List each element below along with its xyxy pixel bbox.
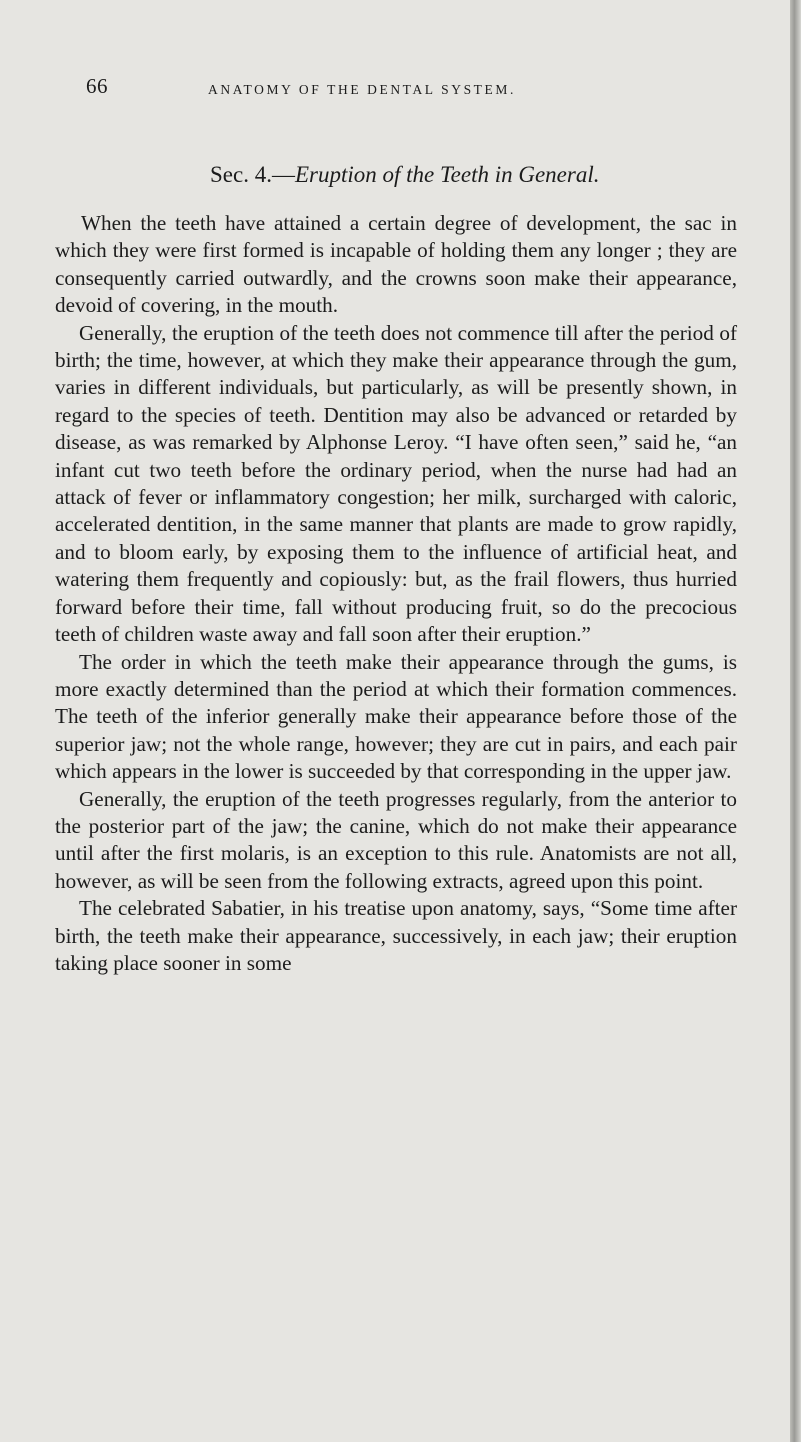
running-title: ANATOMY OF THE DENTAL SYSTEM. xyxy=(208,82,516,97)
section-heading xyxy=(210,162,599,188)
section-number: Sec. 4.— xyxy=(210,162,295,187)
page-number: 66 xyxy=(86,74,108,98)
paragraph: Generally, the eruption of the teeth progresses regularly, from the anterior to the posterior part of the jaw; the canine, which do not make their appearance until after the first molaris, is an exception to this rule. Anatomists are not all, however, as will be seen from the following extracts, agreed upon this point. xyxy=(55,786,737,893)
section-title: Eruption of the Teeth in General. xyxy=(294,162,600,187)
running-head xyxy=(86,74,726,104)
paragraph: The order in which the teeth make their appearance through the gums, is more exactly determined than the period at which their formation commences. The teeth of the inferior generally make their appearance before those of the superior jaw; not the whole range, however; they are cut in pairs, and each pair which appears in the lower is succeeded by that corresponding in the upper jaw. xyxy=(55,649,737,784)
body-text xyxy=(55,210,737,977)
page-edge xyxy=(790,0,801,1442)
paragraph: The celebrated Sabatier, in his treatise upon anatomy, says, “Some time after birth, the teeth make their appearance, successively, in each jaw; their eruption taking place sooner in some xyxy=(55,896,737,975)
paragraph: When the teeth have attained a certain degree of development, the sac in which they were first formed is incapable of holding them any longer ; they are consequently carried outwardly, and the crowns soon make their appearance, devoid of covering, in the mouth. xyxy=(55,211,737,318)
paragraph: Generally, the eruption of the teeth does not commence till after the period of birth; the time, however, at which they make their appearance through the gum, varies in different individuals, but particularly, as will be presently shown, in regard to the species of teeth. Dentition may also be advanced or retarded by disease, as was remarked by Alphonse Leroy. “I have often seen,” said he, “an infant cut two teeth before the ordinary period, when the nurse had had an attack of fever or inflammatory congestion; her milk, surcharged with caloric, accelerated dentition, in the same manner that plants are made to grow rapidly, and to bloom early, by exposing them to the influence of artificial heat, and watering them frequently and copiously: but, as the frail flowers, thus hurried forward before their time, fall without producing fruit, so do the precocious teeth of children waste away and fall soon after their eruption.” xyxy=(55,320,737,647)
